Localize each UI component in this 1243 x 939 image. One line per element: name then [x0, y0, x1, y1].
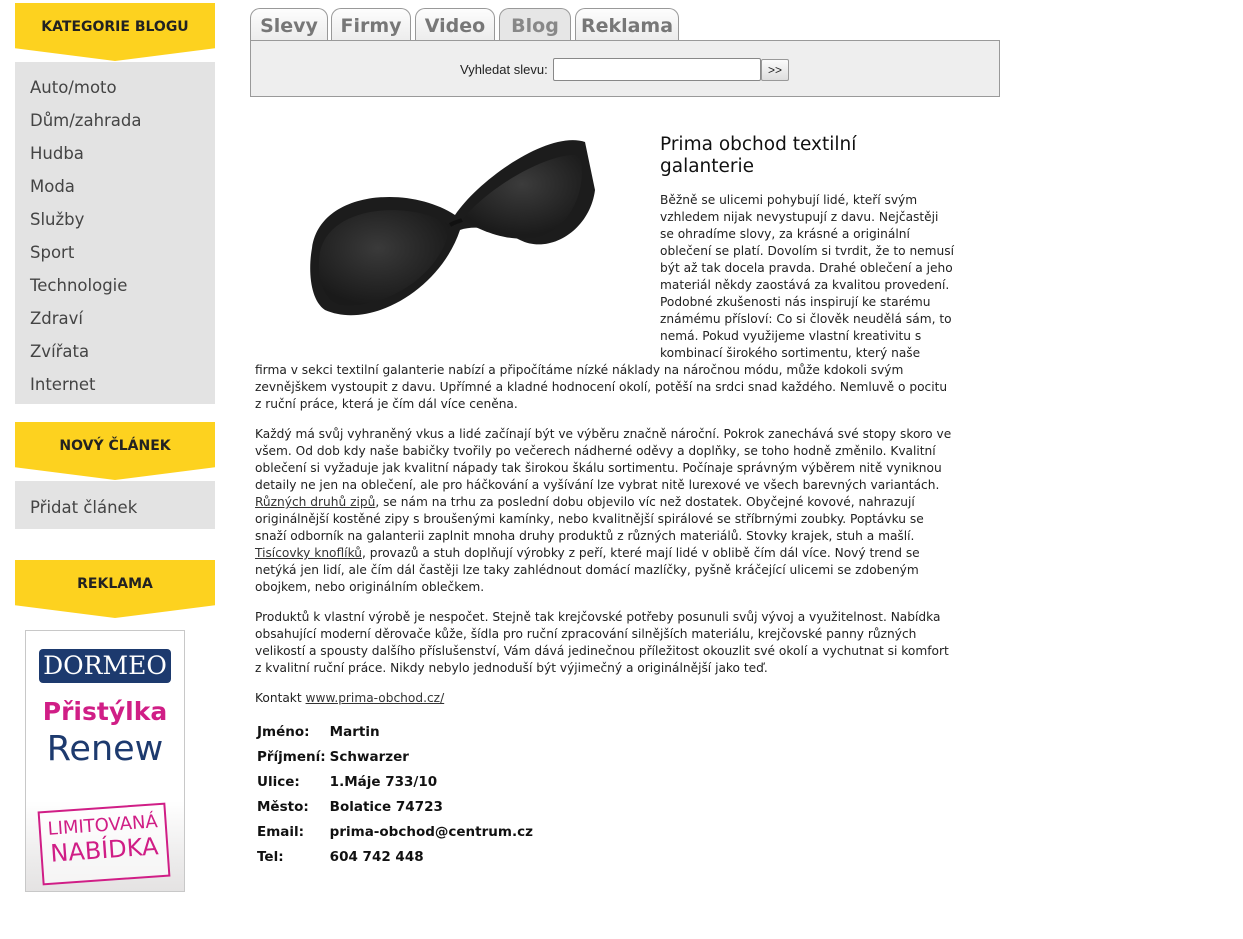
categories-heading: KATEGORIE BLOGU — [41, 19, 189, 35]
search-panel — [250, 40, 1000, 97]
contact-website-link[interactable]: www.prima-obchod.cz/ — [305, 691, 445, 705]
article-paragraph-2 — [255, 426, 955, 596]
contact-row — [255, 770, 535, 795]
category-auto-moto[interactable]: Auto/moto — [30, 78, 117, 97]
category-zvirata[interactable]: Zvířata — [30, 342, 90, 361]
category-hudba[interactable]: Hudba — [30, 144, 84, 163]
paragraph-2-text-a: Každý má svůj vyhraněný vkus a lidé začínají být ve výběru značně nároční. Pokrok zanechává své stopy skoro ve všem. Od dob kdy naše babičky tvořily po večerech nádherné oděvy a doplňky, se toho hodně změnilo. Kvalitní oblečení si vyžaduje jak kvalitní nápady tak širokou škálu sortimentu. Počínaje správným výběrem nitě vyniknou detaily ne jen na oblečení, ale pro háčkování a vyšívání lze vybrat nitě lurexové ve všech barevných variantách. — [255, 427, 952, 492]
search-button[interactable]: >> — [761, 59, 789, 81]
tab-reklama[interactable]: Reklama — [575, 8, 679, 41]
article-paragraph-1: Běžně se ulicemi pohybují lidé, kteří svým vzhledem nijak nevystupují z davu. Nejčastěji se ohradíme slovy, za krásné a originální oblečení se platí. Dovolím si tvrdit, že to nemusí být až tak docela pravda. Drahé oblečení a jeho materiál někdy zaostává za kvalitou provedení. Podobné zkušenosti nás inspirují ke starému známému přísloví: Co si člověk neudělá sám, to nemá. Pokud využijeme vlastní kreativitu s kombinací širokého sortimentu, který naše firma v sekci textilní galanterie nabízí a připočítáme nízké náklady na náročnou módu, může kdokoli svým zevnějškem vystoupit z davu. Upřímné a kladné hodnocení okolí, potěší na srdci snad každého. Nemluvě o pocitu z ruční práce, která je čím dál více ceněna. — [255, 193, 954, 411]
category-moda[interactable]: Moda — [30, 177, 75, 196]
contact-row — [255, 720, 535, 745]
contact-key: Jméno: — [257, 724, 310, 740]
category-zdravi[interactable]: Zdraví — [30, 309, 84, 328]
contact-table — [255, 720, 535, 870]
paragraph-2-text-b: , se nám na trhu za poslední dobu objevilo víc než dostatek. Obyčejné kovové, nahrazují originálnější kostěné zipy s broušenými kamínky, nebo kvalitnější spirálové se stříbrnými zoubky. Poptávku se snaží odborník na galanterii zaplnit mnoha druhy produktů z různých materiálů. Stovky krajek, stuh a mašlí. — [255, 495, 924, 543]
category-sluzby[interactable]: Služby — [30, 210, 85, 229]
ad-product-name: Přistýlka — [42, 697, 168, 726]
article-paragraph-3: Produktů k vlastní výrobě je nespočet. Stejně tak krejčovské potřeby posunuli svůj vývoj a využitelnost. Nabídka obsahující moderní děrovače kůže, šídla pro ruční zpracování silnějších materiálu, krejčovské panny různých velikostí a spousty dalšího příslušenství, Vám dává jedinečnou příležitost okouzlit své okolí a vychutnat si komfort z kvalitní ruční práce. Nikdy nebylo jednoduší být výjimečný a originálnější jako teď. — [255, 610, 949, 675]
contact-label: Kontakt — [255, 691, 306, 705]
new-article-heading: NOVÝ ČLÁNEK — [59, 438, 171, 454]
ad-container — [15, 619, 215, 939]
tab-slevy[interactable]: Slevy — [250, 8, 328, 41]
new-article-heading-banner — [15, 419, 215, 481]
contact-row — [255, 795, 535, 820]
sidebar — [15, 0, 215, 939]
dormeo-logo: DORMEO — [39, 649, 171, 683]
badge-line-2: NABÍDKA — [49, 832, 160, 868]
category-dum-zahrada[interactable]: Dům/zahrada — [30, 111, 142, 130]
contact-row — [255, 820, 535, 845]
contact-value: 1.Máje 733/10 — [329, 774, 438, 790]
add-article-link[interactable]: Přidat článek — [30, 498, 138, 517]
category-sport[interactable]: Sport — [30, 243, 75, 262]
contact-value: Martin — [329, 724, 380, 740]
ad-banner[interactable] — [25, 630, 185, 892]
contact-row — [255, 845, 535, 870]
sidebar-gap — [15, 404, 215, 419]
category-technologie[interactable]: Technologie — [30, 276, 128, 295]
zips-link[interactable]: Různých druhů zipů — [255, 495, 376, 509]
search-input[interactable] — [553, 58, 761, 81]
categories-list — [15, 62, 215, 404]
contact-value: prima-obchod@centrum.cz — [329, 824, 533, 840]
limited-offer-badge — [38, 803, 171, 886]
paragraph-2-text-c: , provazů a stuh doplňují výrobky z peří, které mají lidé v oblibě čím dál více. Nový trend se netýká jen lidí, ale čím dál častěji lze taky zahlédnout domácí mazlíčky, pyšně kráčející ulicemi se zdobeným obojkem, nebo originálním oblečkem. — [255, 546, 920, 594]
contact-key: Tel: — [257, 849, 284, 865]
categories-box — [15, 62, 215, 404]
product-photo — [250, 130, 650, 349]
categories-heading-banner — [15, 0, 215, 62]
new-article-list — [15, 481, 215, 529]
article — [255, 130, 955, 870]
contact-key: Město: — [257, 799, 309, 815]
contact-value: Bolatice 74723 — [329, 799, 443, 815]
search-label: Vyhledat slevu: — [460, 62, 548, 77]
new-article-box — [15, 481, 215, 529]
bra-cups-image — [250, 130, 650, 349]
category-internet[interactable]: Internet — [30, 375, 96, 394]
sidebar-gap — [15, 529, 215, 557]
contact-value: 604 742 448 — [329, 849, 424, 865]
tab-firmy[interactable]: Firmy — [331, 8, 411, 41]
tab-video[interactable]: Video — [415, 8, 495, 41]
tab-blog[interactable]: Blog — [499, 8, 571, 42]
contact-key: Ulice: — [257, 774, 300, 790]
contact-line — [255, 690, 955, 707]
contact-value: Schwarzer — [329, 749, 409, 765]
buttons-link[interactable]: Tisícovky knoflíků — [255, 546, 362, 560]
badge-line-1: LIMITOVANÁ — [46, 811, 159, 840]
ads-heading-banner — [15, 557, 215, 619]
contact-key: Příjmení: — [257, 749, 326, 765]
ad-product-line: Renew — [46, 729, 164, 769]
contact-key: Email: — [257, 824, 305, 840]
article-title: Prima obchod textilní galanterie — [660, 134, 857, 177]
contact-row — [255, 745, 535, 770]
ads-heading: REKLAMA — [77, 576, 153, 592]
